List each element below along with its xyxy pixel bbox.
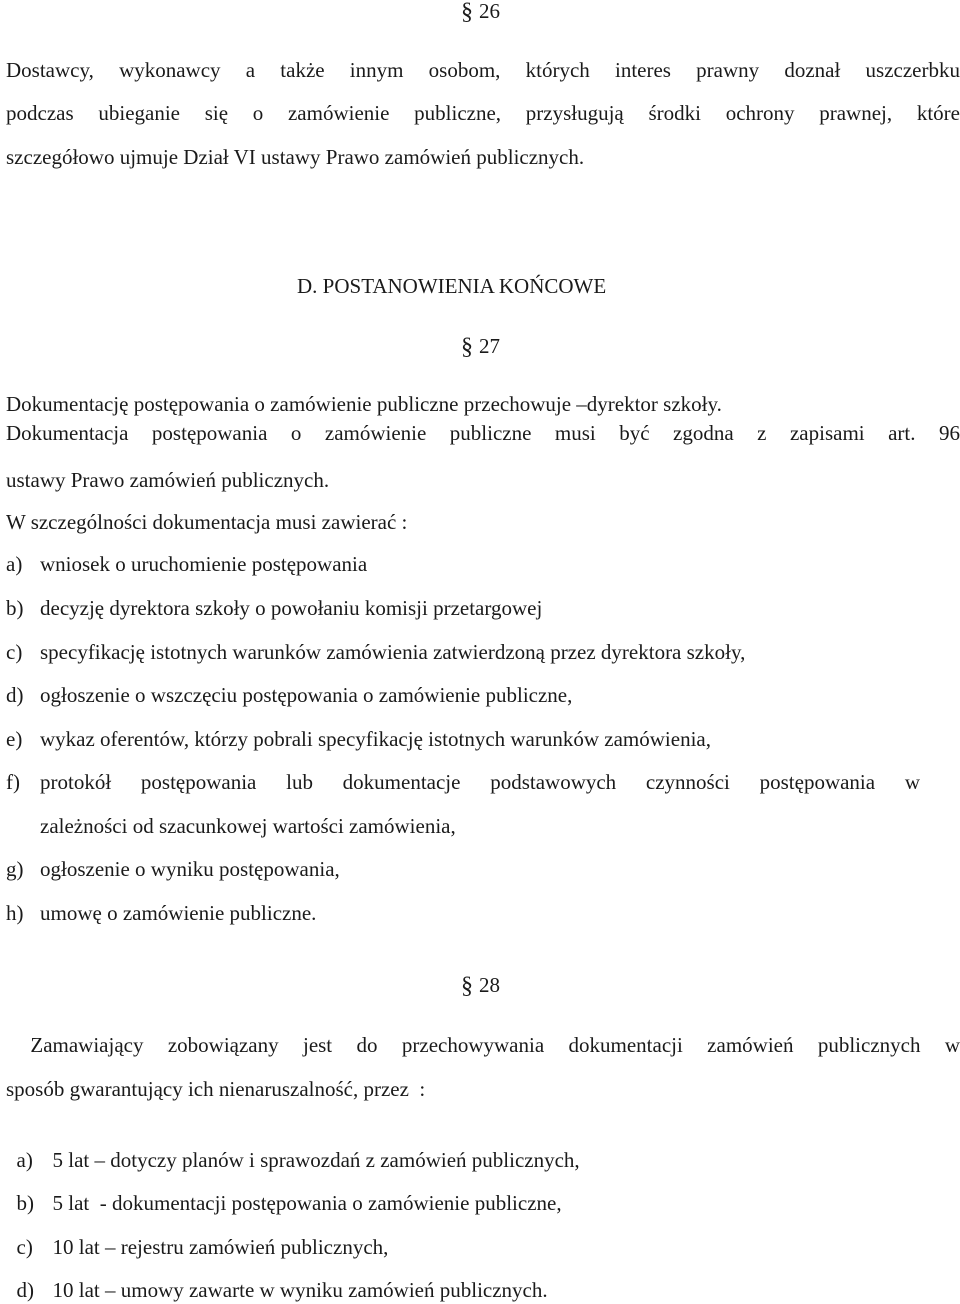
list-item [6, 550, 960, 578]
list-text: 10 lat – umowy zawarte w wyniku zamówień publicznych. [52, 1278, 548, 1302]
list-marker: e) [6, 727, 23, 751]
paragraph-26-line-2: podczas ubieganie się o zamówienie publiczne, przysługują środki ochrony prawnej, które [6, 101, 960, 125]
list-marker: a) [16, 1148, 33, 1172]
section-27-heading [461, 332, 500, 361]
list-text: umowę o zamówienie publiczne. [40, 901, 317, 925]
list-item [6, 899, 960, 927]
paragraph-27-line-1: Dokumentację postępowania o zamówienie publiczne przechowuje –dyrektor szkoły. [6, 392, 722, 416]
list-marker: c) [16, 1235, 33, 1259]
list-text: wykaz oferentów, którzy pobrali specyfikację istotnych warunków zamówienia, [40, 727, 711, 751]
section-number: 27 [479, 334, 500, 358]
paragraph-28-line-2: sposób gwarantujący ich nienaruszalność, przez : [6, 1077, 426, 1101]
list-marker: g) [6, 857, 24, 881]
list-item [6, 768, 960, 796]
list-item [6, 594, 960, 622]
list-text: wniosek o uruchomienie postępowania [40, 552, 368, 576]
list-text: protokół postępowania lub dokumentacje podstawowych czynności postępowania w [40, 770, 920, 794]
paragraph-27-line-4: W szczególności dokumentacja musi zawierać : [6, 510, 408, 534]
list-marker: b) [6, 596, 24, 620]
paragraph-26-line-3: szczegółowo ujmuje Dział VI ustawy Prawo zamówień publicznych. [6, 145, 585, 169]
section-number: 28 [479, 973, 500, 997]
list-marker: a) [6, 552, 23, 576]
list-item [6, 681, 960, 709]
list-marker: h) [6, 901, 24, 925]
section-28-heading [461, 971, 500, 1000]
list-text: 5 lat – dotyczy planów i sprawozdań z zamówień publicznych, [52, 1148, 580, 1172]
list-text: 5 lat - dokumentacji postępowania o zamówienie publiczne, [52, 1191, 562, 1215]
paragraph-26-line-1: Dostawcy, wykonawcy a także innym osobom, których interes prawny doznał uszczerbku [6, 58, 960, 82]
list-text: ogłoszenie o wyniku postępowania, [40, 857, 340, 881]
list-item [6, 1248, 960, 1304]
list-item [6, 855, 960, 883]
list-item-continuation [6, 812, 960, 840]
list-text: 10 lat – rejestru zamówień publicznych, [52, 1235, 389, 1259]
paragraph-27-line-2: Dokumentacja postępowania o zamówienie publiczne musi być zgodna z zapisami art. 96 [6, 421, 960, 445]
list-text: decyzję dyrektora szkoły o powołaniu komisji przetargowej [40, 596, 543, 620]
list-marker: d) [16, 1278, 34, 1302]
list-text: zależności od szacunkowej wartości zamówienia, [40, 814, 456, 838]
list-marker: c) [6, 640, 23, 664]
section-number: 26 [479, 0, 500, 23]
section-symbol: § [461, 973, 473, 999]
section-symbol: § [461, 0, 473, 25]
section-symbol: § [461, 334, 473, 360]
list-marker: d) [6, 683, 24, 707]
paragraph-27-line-3: ustawy Prawo zamówień publicznych. [6, 468, 330, 492]
list-text: specyfikację istotnych warunków zamówienia zatwierdzoną przez dyrektora szkoły, [40, 640, 746, 664]
list-text: ogłoszenie o wszczęciu postępowania o zamówienie publiczne, [40, 683, 573, 707]
section-26-heading [461, 0, 500, 26]
list-marker: b) [16, 1191, 34, 1215]
paragraph-28-line-1: Zamawiający zobowiązany jest do przechowywania dokumentacji zamówień publicznych w [6, 1033, 960, 1057]
list-item [6, 638, 960, 666]
list-item [6, 725, 960, 753]
list-marker: f) [6, 770, 20, 794]
chapter-heading: D. POSTANOWIENIA KOŃCOWE [297, 274, 607, 298]
